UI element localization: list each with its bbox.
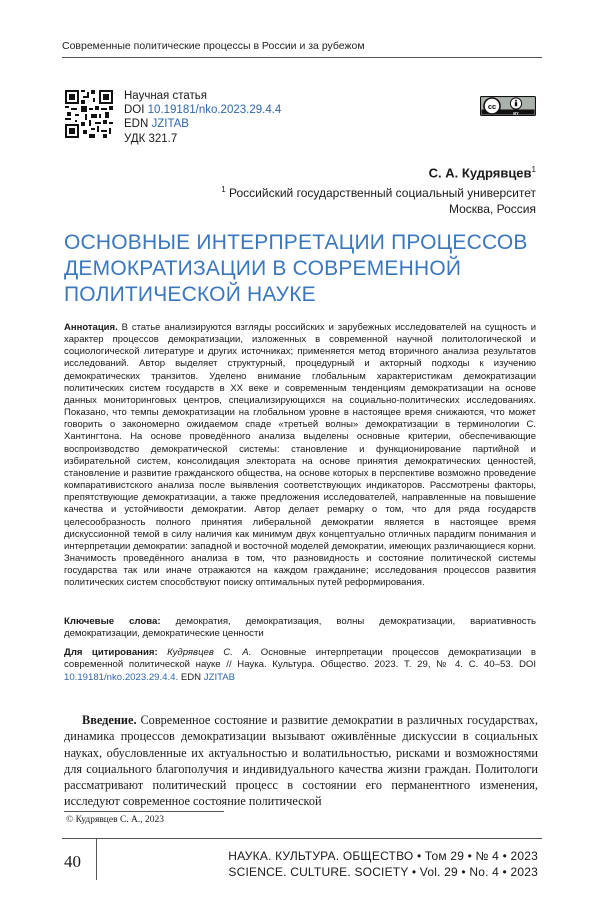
affiliation-org: Российский государственный социальный университет (229, 186, 536, 200)
qr-code-icon (65, 90, 113, 138)
title-line2: ДЕМОКРАТИЗАЦИИ В СОВРЕМЕННОЙ (64, 257, 462, 280)
keywords-label: Ключевые слова: (64, 616, 161, 627)
header-divider (62, 57, 542, 58)
citation-doi-label: DOI (518, 659, 536, 671)
journal-info (228, 848, 538, 880)
title-line1: ОСНОВНЫЕ ИНТЕРПРЕТАЦИИ ПРОЦЕССОВ (64, 231, 528, 254)
intro-label: Введение. (82, 713, 137, 727)
citation-label: Для цитирования: (64, 647, 158, 658)
svg-text:cc: cc (487, 101, 497, 111)
author-sup: 1 (531, 165, 536, 174)
edn-line (124, 117, 281, 131)
intro-text: Современное состояние и развитие демократии в различных государствах, динамика процессов демократизации вызывают оживлённые дискуссии в социальных науках, обусловленные их актуальностью и волатильностью, рисками и возможностями для социального благополучия и индивидуального качества жизни граждан. Политологи рассматривают политический процесс в состоянии его перманентного изменения, исследуют современное состояние политической (64, 713, 538, 809)
affiliation-line1 (136, 182, 536, 201)
doi-link[interactable]: 10.19181/nko.2023.29.4.4 (147, 104, 282, 117)
article-title (64, 230, 544, 308)
abstract-label: Аннотация. (64, 322, 118, 333)
author-name (429, 165, 536, 180)
author-name-text: С. А. Кудрявцев (428, 165, 532, 181)
footer-divider (62, 838, 542, 839)
citation-edn-label: EDN (180, 671, 202, 683)
copyright-notice: © Кудрявцев С. А., 2023 (66, 815, 165, 825)
citation-doi-link[interactable]: 10.19181/nko.2023.29.4.4. (64, 671, 179, 683)
keywords-text: демократия, демократизация, волны демократизации, вариативность демократизации, демократические ценности (64, 616, 537, 640)
journal-ru: НАУКА. КУЛЬТУРА. ОБЩЕСТВО • Том 29 • № 4 • 2023 (228, 849, 538, 863)
edn-link[interactable]: JZITAB (151, 118, 189, 131)
doi-label: DOI (124, 104, 145, 117)
title-line3: ПОЛИТИЧЕСКОЙ НАУКЕ (64, 283, 316, 306)
introduction-paragraph (64, 712, 538, 810)
affiliation (136, 182, 536, 217)
footer-vertical-divider (96, 838, 97, 880)
citation (64, 647, 536, 684)
citation-text: Основные интерпретации процессов демократизации в современной политической науке // Наука. Культура. Общество. 2023. Т. 29, № 4. С. 40–53. (64, 647, 536, 671)
edn-label: EDN (124, 118, 149, 131)
svg-text:BY: BY (513, 110, 519, 116)
keywords (64, 616, 536, 641)
cc-by-icon (480, 96, 536, 116)
doi-line (124, 103, 281, 117)
footnote-divider (64, 811, 224, 812)
abstract-text: В статье анализируются взгляды российских и зарубежных исследователей на сущность и характер процессов демократизации, изложенных в современной научной политологической и социологической литературе и других источниках; применяется метод вторичного анализа результатов исследований. Автор выделяет структурный, процедурный и акторный подходы к изучению демократических транзитов. Уделено внимание глобальным характеристикам демократизации политических систем государств в XX веке и современным тенденциям демократизации на основе данных мониторинговых центров, специализирующихся на социально-политических исследованиях. Показано, что темпы демократизации на глобальном уровне в настоящее время снижаются, что может говорить о закономерно ожидаемом спаде «третьей волны» демократизации в терминологии С. Хантингтона. На основе проведённого анализа выделены основные критерии, обеспечивающие воспроизводство демократической системы: становление и функционирование партийной и избирательной систем, консолидация электората на основе принятия демократических ценностей, становление и развитие гражданского общества, на основе которых в перспективе возможно проведение компаративистского анализа после выявления соответствующих индикаторов. Рассмотрены факторы, препятствующие демократизации, а также предложения исследователей, направленные на повышение качества и устойчивости демократии. Автор делает ремарку о том, что для ряда государств целесообразность полного принятия либеральной демократии является в настоящее время дискуссионной темой в силу наличия как минимум двух концептуально отличных парадигм понимания и интерпретации демократии: западной и восточной моделей демократии, имеющих различающиеся корни. Значимость проведённого анализа в том, что разновидность и состояние политической системы государства так или иначе отражаются на каждом гражданине; исследования процессов развития политических систем способствуют поиску оптимальных путей реформирования. (64, 322, 536, 589)
affiliation-line2: Москва, Россия (449, 202, 536, 216)
article-type: Научная статья (124, 90, 207, 102)
journal-en: SCIENCE. CULTURE. SOCIETY • Vol. 29 • No. 4 • 2023 (228, 865, 538, 879)
running-head: Современные политические процессы в России и за рубежом (62, 40, 365, 52)
affiliation-sup: 1 (221, 185, 226, 194)
udc-line: УДК 321.7 (124, 132, 178, 145)
abstract (64, 322, 536, 589)
article-meta (124, 89, 281, 146)
citation-edn-link[interactable]: JZITAB (203, 671, 236, 683)
citation-author: Кудрявцев С. А. (167, 647, 252, 658)
page-number: 40 (64, 852, 81, 871)
